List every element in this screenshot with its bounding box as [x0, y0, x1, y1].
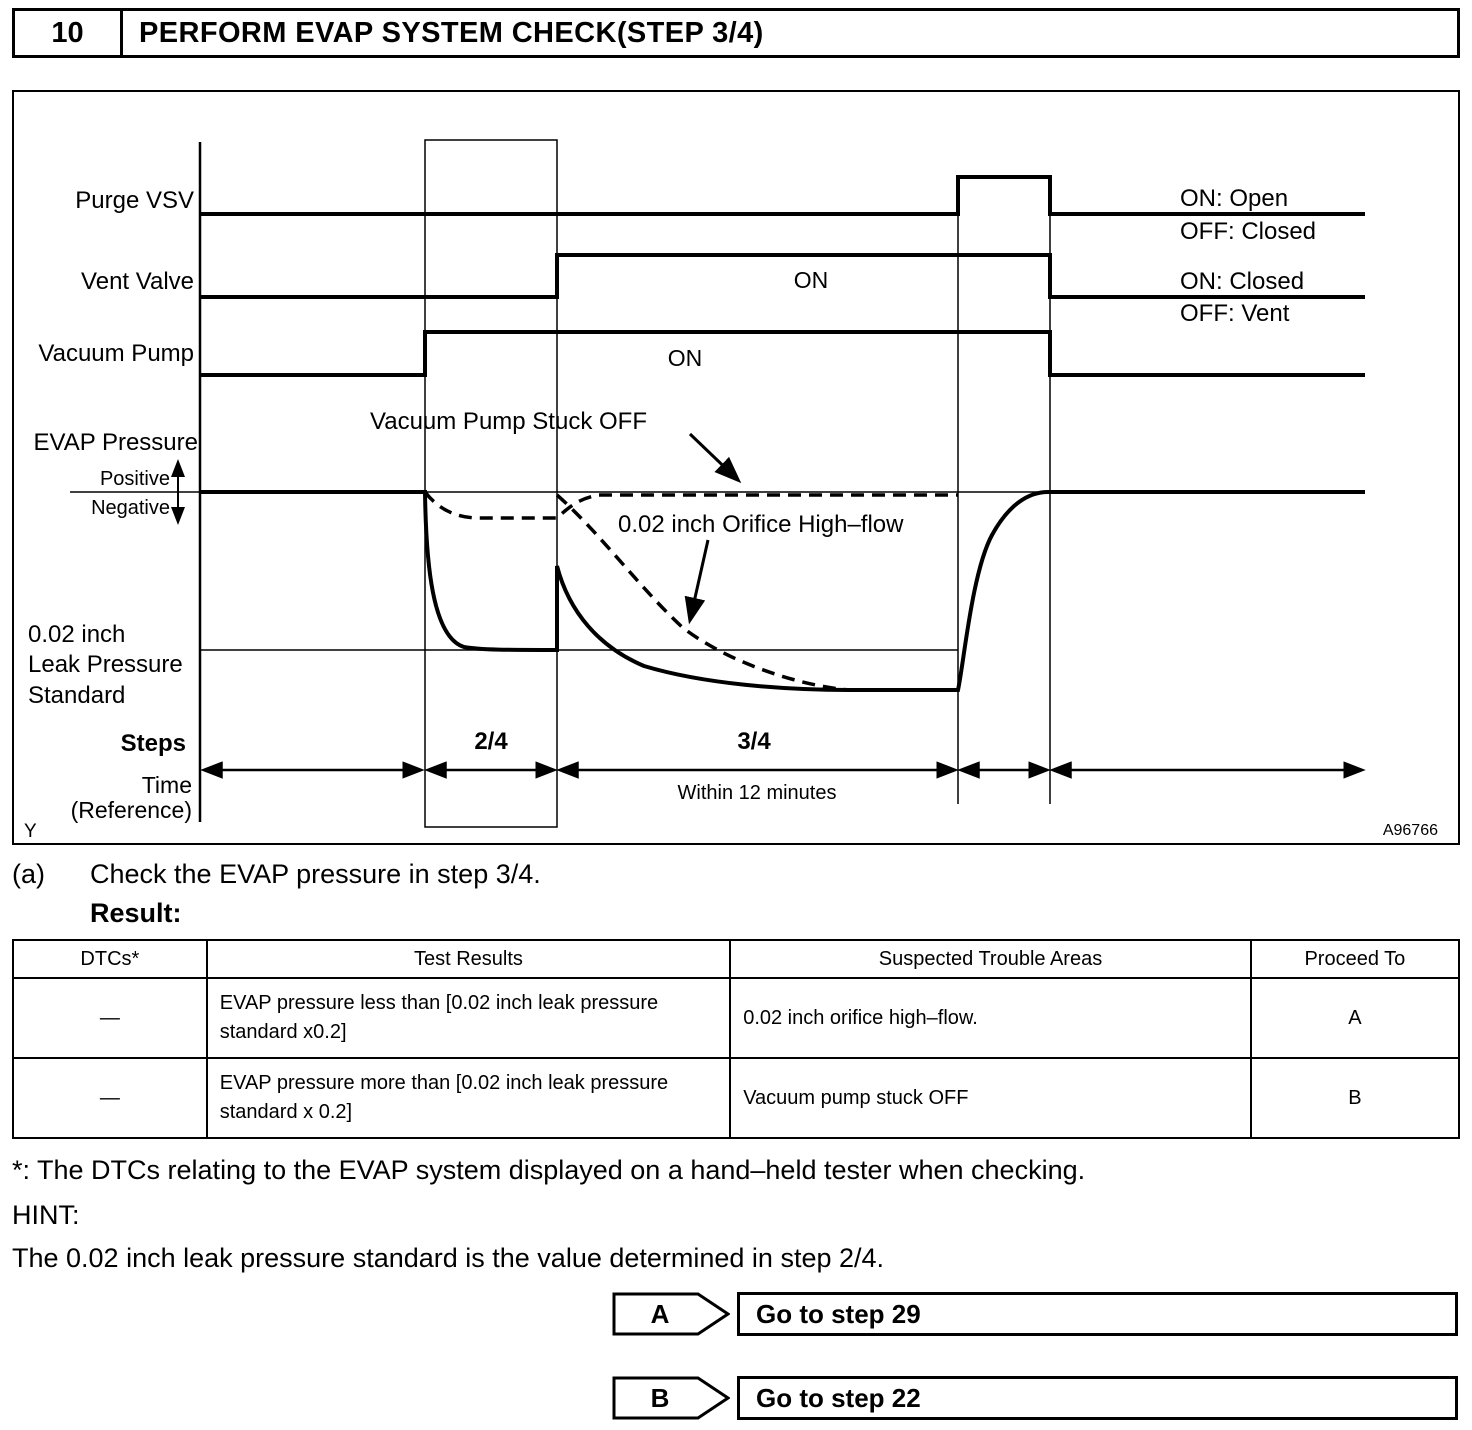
stuck-off-annotation: Vacuum Pump Stuck OFF: [370, 408, 647, 435]
timing-diagram-figure: [12, 90, 1460, 845]
routing-label-b: B: [650, 1383, 670, 1413]
orifice-annotation: 0.02 inch Orifice High–flow: [618, 511, 904, 538]
positive-label: Positive: [99, 468, 170, 490]
result-table: [12, 939, 1460, 1139]
evap-pressure-label: EVAP Pressure: [33, 429, 198, 456]
goto-box-a: Go to step 29: [737, 1292, 1458, 1336]
steps-label: Steps: [120, 730, 186, 757]
routing-row-a: [612, 1292, 1460, 1336]
step-header: [12, 8, 1460, 58]
pump-on-text: ON: [667, 345, 703, 371]
reference-label: (Reference): [70, 797, 192, 823]
legend-purge-off: OFF: Closed: [1180, 218, 1317, 245]
hint-text: The 0.02 inch leak pressure standard is the value determined in step 2/4.: [12, 1243, 885, 1273]
routing-arrow-a: [612, 1292, 730, 1336]
cell-dtcs: —: [13, 1058, 207, 1138]
cell-proceed-to: A: [1251, 978, 1459, 1058]
col-dtcs-header: DTCs*: [13, 940, 207, 978]
leak-label-line-3: Standard: [28, 682, 126, 709]
vent-on-text: ON: [793, 267, 829, 293]
y-marker: Y: [24, 821, 37, 842]
step-2-4-label: 2/4: [474, 728, 508, 755]
step-3-4-label: 3/4: [737, 728, 771, 755]
cell-test-results: EVAP pressure less than [0.02 inch leak pressure standard x0.2]: [207, 978, 730, 1058]
hint-label: HINT:: [12, 1200, 80, 1230]
col-proceed-to-header: Proceed To: [1251, 940, 1459, 978]
cell-trouble-areas: 0.02 inch orifice high–flow.: [730, 978, 1251, 1058]
result-label: Result:: [90, 898, 182, 928]
table-header-row: [13, 940, 1459, 978]
step-title: PERFORM EVAP SYSTEM CHECK(STEP 3/4): [139, 16, 764, 49]
cell-test-results: EVAP pressure more than [0.02 inch leak pressure standard x 0.2]: [207, 1058, 730, 1138]
vacuum-pump-label: Vacuum Pump: [38, 340, 194, 367]
goto-box-b: Go to step 22: [737, 1376, 1458, 1420]
table-row: [13, 1058, 1459, 1138]
leak-label-line-2: Leak Pressure: [28, 651, 183, 678]
cell-trouble-areas: Vacuum pump stuck OFF: [730, 1058, 1251, 1138]
figure-id: A96766: [1382, 822, 1438, 839]
vacuum-pump-waveform: [200, 332, 1365, 375]
routing-arrow-shape: [614, 1378, 728, 1418]
legend-vent-on: ON: Closed: [1180, 268, 1305, 295]
purge-vsv-label: Purge VSV: [75, 187, 194, 214]
legend-vent-off: OFF: Vent: [1180, 300, 1290, 327]
cell-dtcs: —: [13, 978, 207, 1058]
col-trouble-areas-header: Suspected Trouble Areas: [730, 940, 1251, 978]
dtc-footnote: *: The DTCs relating to the EVAP system displayed on a hand–held tester when checking.: [12, 1155, 1086, 1185]
leak-label-line-1: 0.02 inch: [28, 621, 126, 648]
step-2-4-region: [425, 140, 557, 827]
table-row: [13, 978, 1459, 1058]
legend-purge-on: ON: Open: [1180, 185, 1289, 212]
routing-row-b: [612, 1376, 1460, 1420]
timing-diagram-svg: [14, 92, 1458, 843]
negative-label: Negative: [91, 497, 170, 519]
time-label: Time: [141, 772, 192, 798]
cell-proceed-to: B: [1251, 1058, 1459, 1138]
routing-arrow-b: [612, 1376, 730, 1420]
routing-arrow-shape: [614, 1294, 728, 1334]
orifice-arrow: [690, 540, 708, 620]
item-a-row: [12, 859, 1460, 890]
vent-valve-label: Vent Valve: [81, 268, 194, 295]
within-12-minutes-label: Within 12 minutes: [677, 782, 837, 804]
guide-lines: [70, 140, 1365, 827]
step-number: 10: [15, 11, 123, 55]
item-a-text: Check the EVAP pressure in step 3/4.: [90, 859, 541, 889]
col-test-results-header: Test Results: [207, 940, 730, 978]
routing-label-a: A: [650, 1299, 670, 1329]
stuck-off-arrow: [690, 434, 738, 480]
item-a-marker: (a): [12, 859, 45, 889]
